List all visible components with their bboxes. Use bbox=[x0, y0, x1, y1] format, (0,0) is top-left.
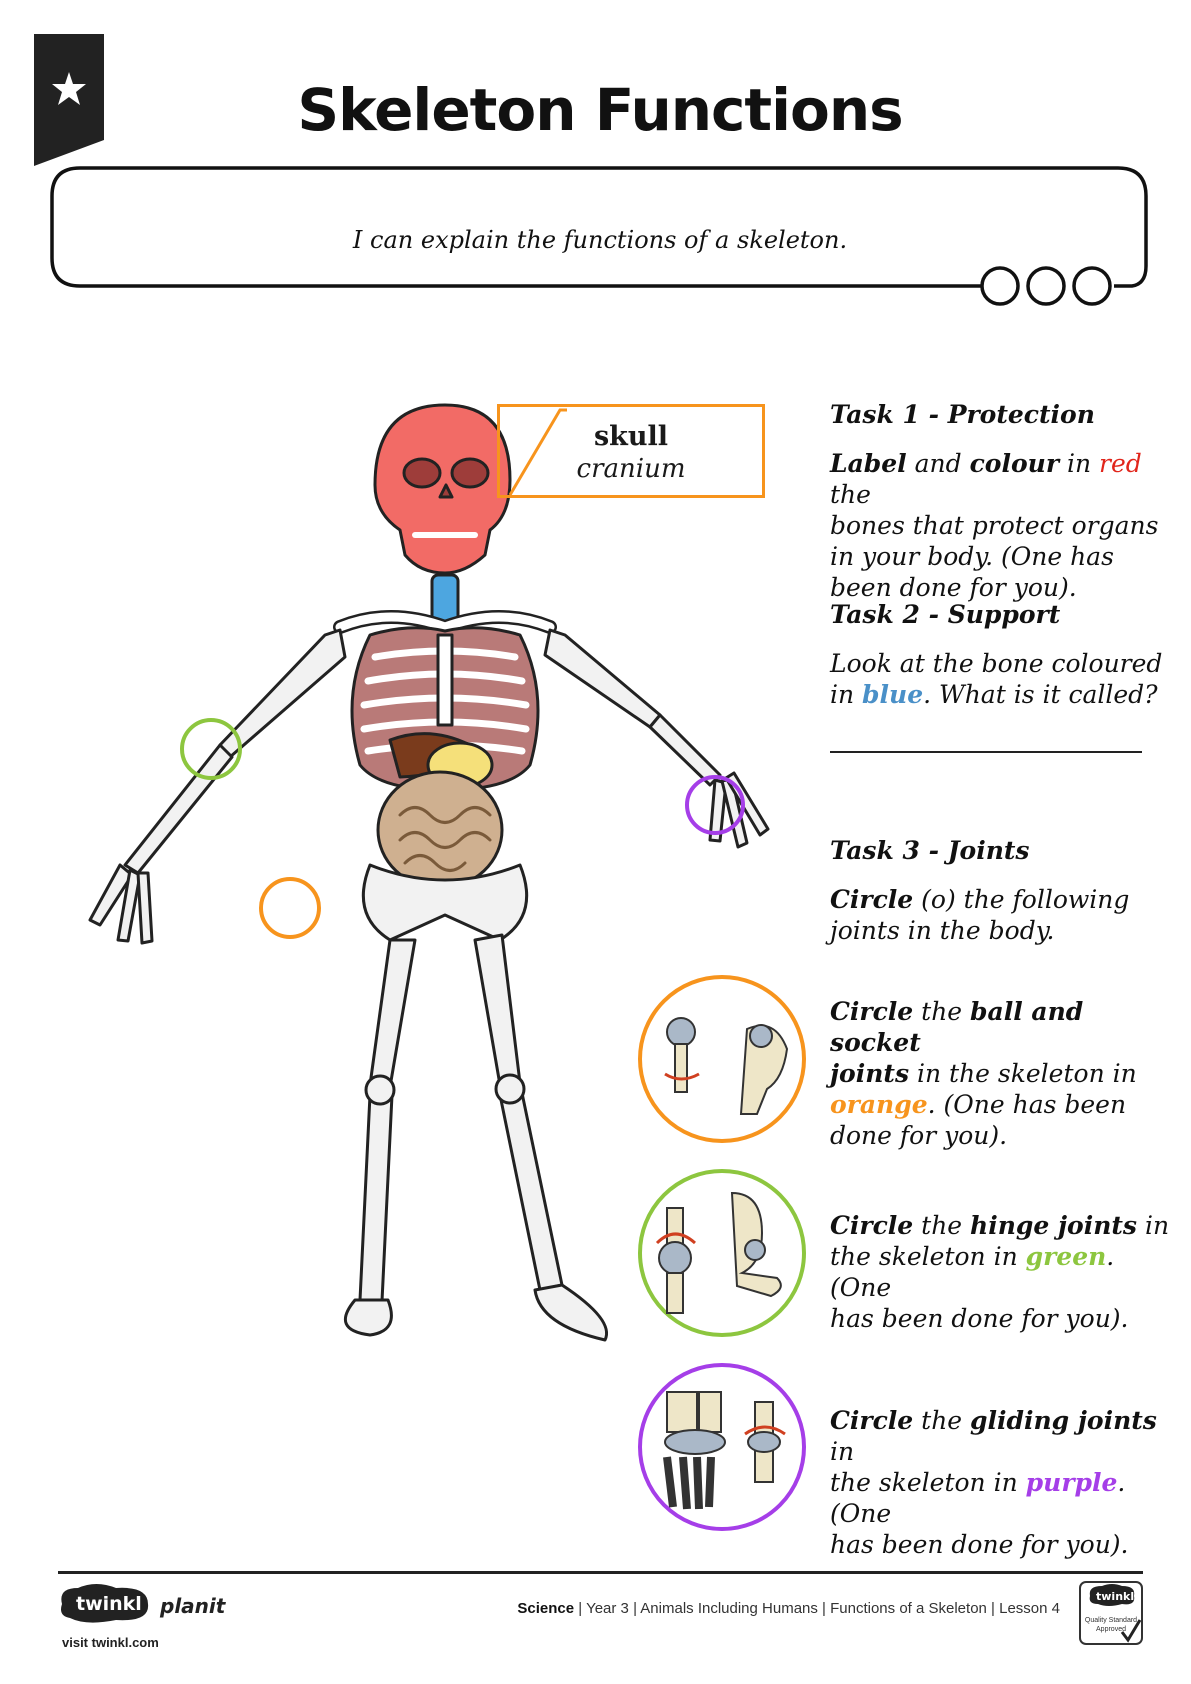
skeleton-illustration bbox=[70, 395, 790, 1515]
ball-socket-joint-example-circle bbox=[261, 879, 319, 937]
visit-link[interactable]: visit twinkl.com bbox=[62, 1635, 159, 1650]
task2-heading: Task 2 - Support bbox=[830, 600, 1061, 629]
ball-socket-joint-image bbox=[637, 974, 807, 1144]
hinge-joint-image bbox=[637, 1168, 807, 1338]
twinkl-logo-text: twinkl bbox=[76, 1593, 142, 1615]
task3-instructions: Circle (o) the following joints in the body. bbox=[830, 885, 1130, 945]
corner-tab bbox=[34, 34, 104, 166]
learning-objective: I can explain the functions of a skeleton. bbox=[352, 226, 848, 254]
planit-logo: planit bbox=[160, 1594, 226, 1618]
gliding-joint-image bbox=[637, 1362, 807, 1532]
skull-label-word: skull bbox=[593, 421, 669, 452]
spine-blue bbox=[432, 575, 458, 623]
task1-heading: Task 1 - Protection bbox=[830, 400, 1095, 429]
footer-divider bbox=[58, 1571, 1143, 1574]
skull-label-scientific: cranium bbox=[576, 454, 686, 484]
footer-meta: Science | Year 3 | Animals Including Humans | Functions of a Skeleton | Lesson 4 bbox=[517, 1600, 1060, 1617]
svg-text:Quality Standard: Quality Standard bbox=[1084, 1617, 1138, 1624]
svg-text:twinkl: twinkl bbox=[1096, 1590, 1135, 1603]
gliding-instructions: Circle the gliding joints in the skeleton in purple. (One has been done for you). bbox=[830, 1406, 1157, 1559]
answer-line[interactable] bbox=[830, 751, 1142, 753]
task1-instructions: Label and colour in red the bones that protect organs in your body. (One has been done for you). bbox=[830, 449, 1159, 602]
quality-badge bbox=[1078, 1580, 1144, 1646]
svg-text:Approved: Approved bbox=[1096, 1626, 1126, 1633]
hinge-instructions: Circle the hinge joints in the skeleton in green. (One has been done for you). bbox=[830, 1211, 1170, 1333]
twinkl-logo bbox=[56, 1580, 156, 1626]
task3-heading: Task 3 - Joints bbox=[830, 836, 1030, 865]
decorative-circles bbox=[982, 268, 1110, 304]
intestines bbox=[378, 772, 502, 888]
skull-label-box bbox=[497, 404, 765, 498]
ball-socket-instructions: Circle the ball and socket joints in the skeleton in orange. (One has been done for you). bbox=[830, 997, 1137, 1150]
task2-instructions: Look at the bone coloured in blue. What is it called? bbox=[830, 649, 1163, 709]
page-title: Skeleton Functions bbox=[297, 76, 903, 144]
